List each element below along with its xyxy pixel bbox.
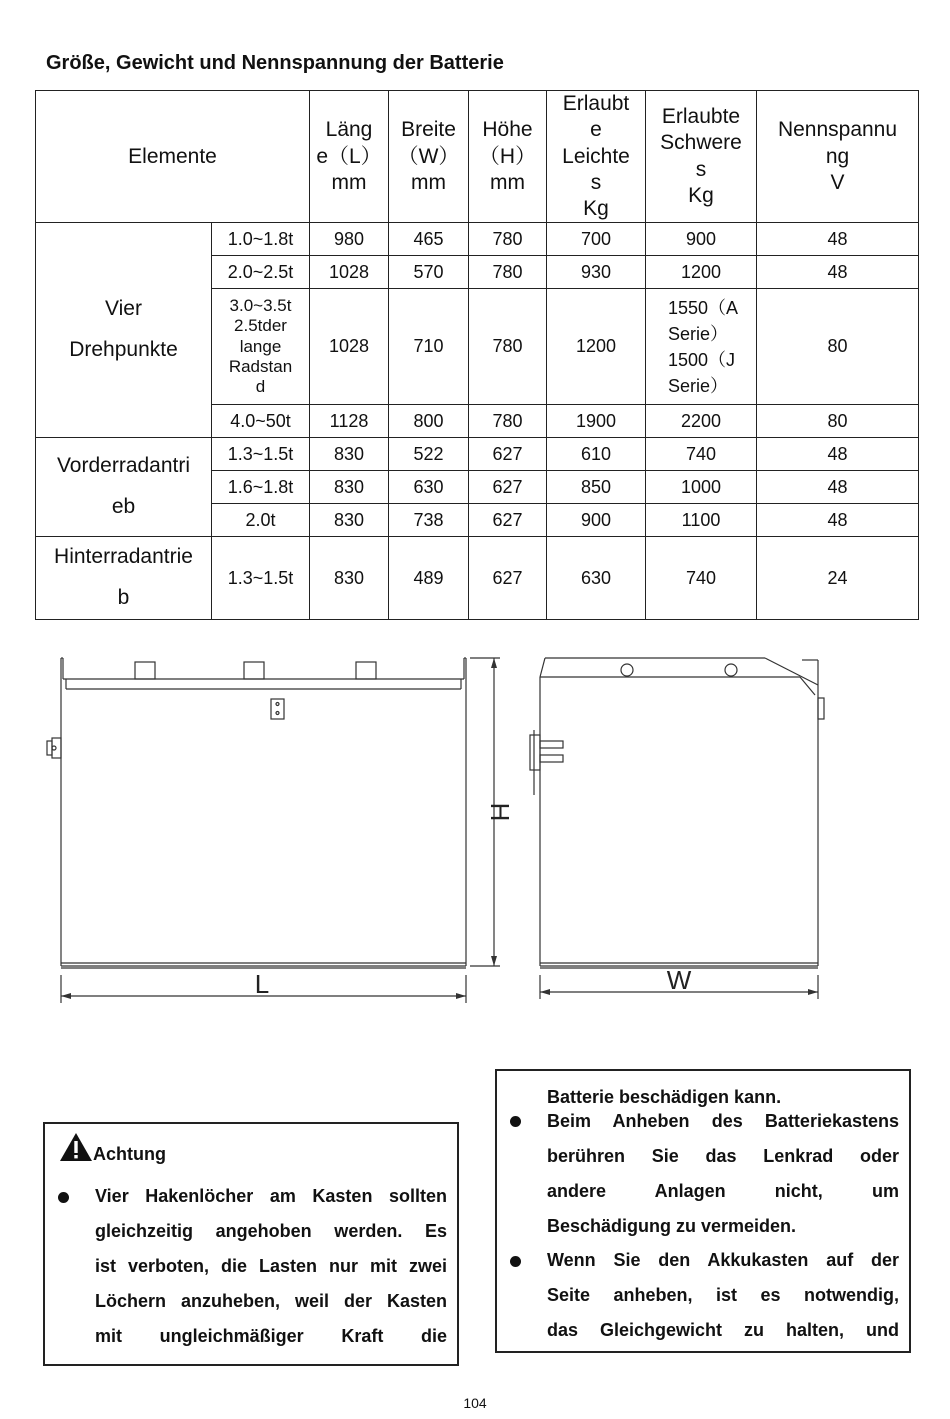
- height-cell: 780: [469, 223, 547, 256]
- warning-continuation: Batterie beschädigen kann.: [547, 1087, 782, 1107]
- length-cell: 980: [310, 223, 389, 256]
- height-cell: 627: [469, 471, 547, 504]
- height-cell: 780: [469, 289, 547, 405]
- capacity-cell: 3.0~3.5t 2.5tder lange Radstan d: [212, 289, 310, 405]
- warning-triangle-icon: [59, 1132, 93, 1162]
- length-cell: 830: [310, 438, 389, 471]
- max-weight-cell: 1200: [646, 256, 757, 289]
- voltage-cell: 48: [757, 256, 919, 289]
- voltage-cell: 48: [757, 504, 919, 537]
- width-cell: 489: [389, 537, 469, 620]
- voltage-cell: 80: [757, 405, 919, 438]
- min-weight-cell: 630: [547, 537, 646, 620]
- group-name: Vier Drehpunkte: [36, 223, 212, 438]
- max-weight-cell: 740: [646, 537, 757, 620]
- length-cell: 830: [310, 537, 389, 620]
- warning-heading: [59, 1132, 166, 1163]
- table-row: [36, 438, 919, 471]
- voltage-cell: 48: [757, 223, 919, 256]
- min-weight-cell: 610: [547, 438, 646, 471]
- min-weight-cell: 850: [547, 471, 646, 504]
- capacity-cell: 1.3~1.5t: [212, 438, 310, 471]
- battery-side-view: [530, 658, 824, 999]
- table-row: [36, 223, 919, 256]
- max-weight-cell: 1000: [646, 471, 757, 504]
- height-cell: 627: [469, 504, 547, 537]
- capacity-cell: 2.0t: [212, 504, 310, 537]
- warning-bullet-1: Vier Hakenlöcher am Kasten sollten gleichzeitig angehoben werden. Es ist verboten, die Lasten nur mit zwei Löchern anzuheben, weil der Kasten mit ungleichmäßiger Kraft die: [95, 1186, 447, 1346]
- capacity-cell: 1.0~1.8t: [212, 223, 310, 256]
- max-weight-cell: 1550（A Serie） 1500（J Serie）: [646, 289, 757, 405]
- max-weight-cell: 2200: [646, 405, 757, 438]
- height-cell: 780: [469, 256, 547, 289]
- min-weight-cell: 1900: [547, 405, 646, 438]
- capacity-cell: 1.6~1.8t: [212, 471, 310, 504]
- header-length: Läng e（L） mm: [310, 91, 389, 223]
- capacity-cell: 4.0~50t: [212, 405, 310, 438]
- lifting-lug: [356, 662, 376, 679]
- height-cell: 627: [469, 537, 547, 620]
- header-max-weight: Erlaubte Schwere s Kg: [646, 91, 757, 223]
- capacity-cell: 1.3~1.5t: [212, 537, 310, 620]
- length-cell: 1028: [310, 289, 389, 405]
- bullet-dot: [58, 1192, 69, 1203]
- width-cell: 570: [389, 256, 469, 289]
- warning-box: [43, 1122, 459, 1366]
- dimension-label-w: W: [666, 965, 692, 995]
- min-weight-cell: 900: [547, 504, 646, 537]
- width-cell: 630: [389, 471, 469, 504]
- length-cell: 1128: [310, 405, 389, 438]
- width-cell: 710: [389, 289, 469, 405]
- min-weight-cell: 700: [547, 223, 646, 256]
- height-cell: 627: [469, 438, 547, 471]
- max-weight-cell: 1100: [646, 504, 757, 537]
- width-cell: 465: [389, 223, 469, 256]
- dimension-label-h: H: [485, 802, 515, 822]
- min-weight-cell: 930: [547, 256, 646, 289]
- voltage-cell: 24: [757, 537, 919, 620]
- warning-bullet-3: Wenn Sie den Akkukasten auf der Seite anheben, ist es notwendig, das Gleichgewicht zu halten, und: [547, 1250, 899, 1340]
- width-cell: 800: [389, 405, 469, 438]
- warning-title: Achtung: [93, 1144, 166, 1164]
- length-cell: 830: [310, 471, 389, 504]
- length-cell: 830: [310, 504, 389, 537]
- width-cell: 522: [389, 438, 469, 471]
- width-cell: 738: [389, 504, 469, 537]
- battery-front-view: [47, 658, 500, 1003]
- voltage-cell: 80: [757, 289, 919, 405]
- battery-spec-table: [35, 90, 919, 620]
- page-number: 104: [463, 1395, 487, 1411]
- max-weight-cell: 740: [646, 438, 757, 471]
- header-elements: Elemente: [36, 91, 310, 223]
- voltage-cell: 48: [757, 438, 919, 471]
- warning-bullet-2: Beim Anheben des Batteriekastens berühren Sie das Lenkrad oder andere Anlagen nicht, um Beschädigung zu vermeiden.: [547, 1111, 899, 1236]
- bullet-dot: [510, 1116, 521, 1127]
- lifting-lug: [135, 662, 155, 679]
- voltage-cell: 48: [757, 471, 919, 504]
- header-width: Breite （W） mm: [389, 91, 469, 223]
- table-header-row: [36, 91, 919, 223]
- min-weight-cell: 1200: [547, 289, 646, 405]
- lifting-lug: [244, 662, 264, 679]
- page-title: Größe, Gewicht und Nennspannung der Batterie: [46, 52, 504, 74]
- warning-continuation-box: [495, 1069, 911, 1353]
- header-min-weight: Erlaubt e Leichte s Kg: [547, 91, 646, 223]
- header-voltage: Nennspannu ng V: [757, 91, 919, 223]
- length-cell: 1028: [310, 256, 389, 289]
- bullet-dot: [510, 1256, 521, 1267]
- max-weight-cell: 900: [646, 223, 757, 256]
- battery-dimension-drawing: [0, 640, 950, 1020]
- dimension-label-l: L: [254, 969, 270, 999]
- header-height: Höhe （H） mm: [469, 91, 547, 223]
- group-name: Hinterradantrie b: [36, 537, 212, 620]
- capacity-cell: 2.0~2.5t: [212, 256, 310, 289]
- height-cell: 780: [469, 405, 547, 438]
- table-row: [36, 537, 919, 620]
- group-name: Vorderradantri eb: [36, 438, 212, 537]
